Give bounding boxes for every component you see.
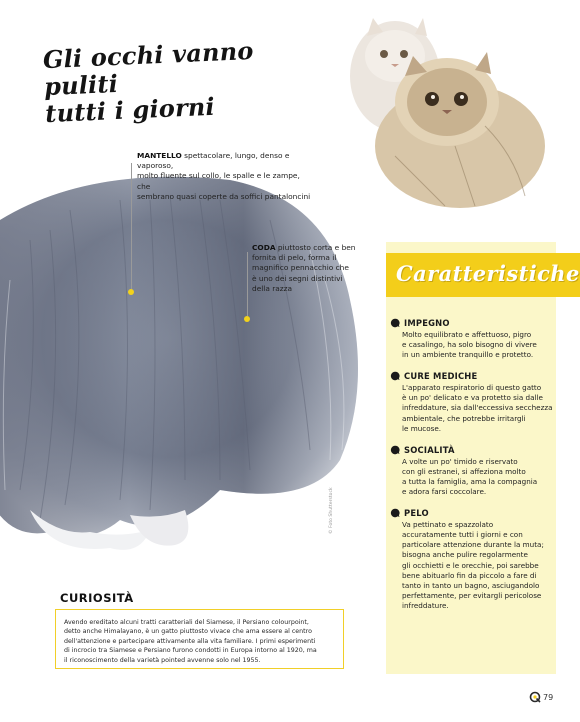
callout-coda-text-4: è uno dei segni distintivi xyxy=(252,273,343,283)
section-heading xyxy=(390,508,548,518)
mantello-leader-line xyxy=(131,163,132,289)
section-line: bene abituarlo fin da piccolo a fare di xyxy=(402,570,537,580)
section-line: Molto equilibrato e affettuoso, pigro xyxy=(402,330,532,339)
section-heading-text: PELO xyxy=(404,508,429,519)
callout-coda-label: CODA xyxy=(252,243,276,252)
callout-coda-text-1: piuttosto corta e ben xyxy=(275,243,356,252)
section-line: ambientale, che potrebbe irritargli xyxy=(402,413,526,423)
callout-mantello-label: MANTELLO xyxy=(137,151,182,160)
section-line: A volte un po' timido e riservato xyxy=(402,456,518,466)
curiosita-line: di incrocio tra Siamese e Persiano furono condotti in Europa intorno al 1920, ma xyxy=(64,647,317,655)
speech-bubble-bullet-icon xyxy=(390,445,400,455)
callout-coda-text-5: della razza xyxy=(252,283,293,293)
characteristics-banner xyxy=(386,253,580,297)
section-heading-text: IMPEGNO xyxy=(404,318,450,328)
section-line: L'apparato respiratorio di questo gatto xyxy=(402,383,542,393)
section-line: in un ambiente tranquillo e protetto. xyxy=(402,350,534,360)
section-heading-text: SOCIALITÀ xyxy=(404,444,455,455)
callout-coda-text-2: fornita di pelo, forma il xyxy=(252,253,337,263)
section-socialita xyxy=(386,445,556,497)
section-line: infreddature. xyxy=(402,600,449,610)
characteristics-title: Caratteristiche xyxy=(396,261,580,286)
section-body xyxy=(402,520,548,611)
section-heading xyxy=(390,445,548,455)
callout-coda xyxy=(252,243,362,294)
callout-mantello-text-3: sembrano quasi coperte da soffici pantaloncini xyxy=(137,191,311,201)
section-line: Va pettinato e spazzolato xyxy=(402,520,494,530)
section-pelo xyxy=(386,508,556,611)
section-line: è un po' delicato e va protetto sia dalle xyxy=(402,393,543,403)
callout-mantello-text-2: molto fluente sul collo, le spalle e le zampe, che xyxy=(137,171,300,191)
curiosita-box xyxy=(55,609,344,669)
speech-bubble-bullet-icon xyxy=(390,371,400,381)
section-impegno xyxy=(386,318,556,360)
curiosita-line: Avendo ereditato alcuni tratti caratteriali del Siamese, il Persiano colourpoint, xyxy=(64,619,309,626)
section-body xyxy=(402,330,548,360)
section-line: con gli estranei, si affeziona molto xyxy=(402,466,526,476)
section-line: e adora farsi coccolare. xyxy=(402,487,487,497)
magazine-logo-icon xyxy=(529,691,541,703)
section-heading-text: CURE MEDICHE xyxy=(404,371,478,382)
curiosita-line: dell'attenzione e partecipare attivamente alla vita familiare. I primi esperimenti xyxy=(64,637,316,645)
section-heading xyxy=(390,371,548,381)
characteristics-sections xyxy=(386,318,556,622)
section-line: bisogna anche pulire regolarmente xyxy=(402,550,528,560)
section-line: perfettamente, per evitargli pericolose xyxy=(402,590,542,600)
section-body xyxy=(402,383,553,433)
section-line: e casalingo, ha solo bisogno di vivere xyxy=(402,340,537,350)
section-cure-mediche xyxy=(386,371,556,433)
callout-mantello xyxy=(137,151,312,202)
section-line: le mucose. xyxy=(402,423,442,433)
page-title-line-2: tutti i giorni xyxy=(44,91,216,129)
section-body xyxy=(402,457,548,497)
coda-marker-dot xyxy=(244,316,250,322)
callout-coda-text-3: magnifico pennacchio che xyxy=(252,263,349,273)
page-number: 79 xyxy=(543,692,554,702)
mantello-marker-dot xyxy=(128,289,134,295)
persian-kittens-photo xyxy=(335,6,557,211)
section-line: gli occhietti e le orecchie, poi sarebbe xyxy=(402,560,539,570)
section-line: accuratamente tutti i giorni e con xyxy=(402,530,523,540)
section-line: tanto in tanto un bagno, asciugandolo xyxy=(402,580,540,590)
page-title-line-1: Gli occhi vanno puliti xyxy=(42,35,255,102)
section-heading xyxy=(390,318,548,328)
section-line: particolare attenzione durante la muta; xyxy=(402,540,544,550)
section-line: infreddature, sia dall'eccessiva secchezza xyxy=(402,403,553,413)
curiosita-title: CURIOSITÀ xyxy=(60,591,134,605)
section-line: a tutta la famiglia, ama la compagnia xyxy=(402,476,538,486)
callout-mantello-text-1: spettacolare, lungo, denso e vaporoso, xyxy=(137,151,290,171)
page-title xyxy=(42,34,325,127)
photo-credit: © Foto Shutterstock xyxy=(329,487,334,534)
speech-bubble-bullet-icon xyxy=(390,508,400,518)
curiosita-line: il riconoscimento della varietà pointed avvenne solo nel 1955. xyxy=(64,656,261,664)
page-footer xyxy=(529,691,553,703)
curiosita-line: detto anche Himalayano, è un gatto piuttosto vivace che ama essere al centro xyxy=(64,628,312,636)
coda-leader-line xyxy=(247,252,248,316)
speech-bubble-bullet-icon xyxy=(390,318,400,328)
